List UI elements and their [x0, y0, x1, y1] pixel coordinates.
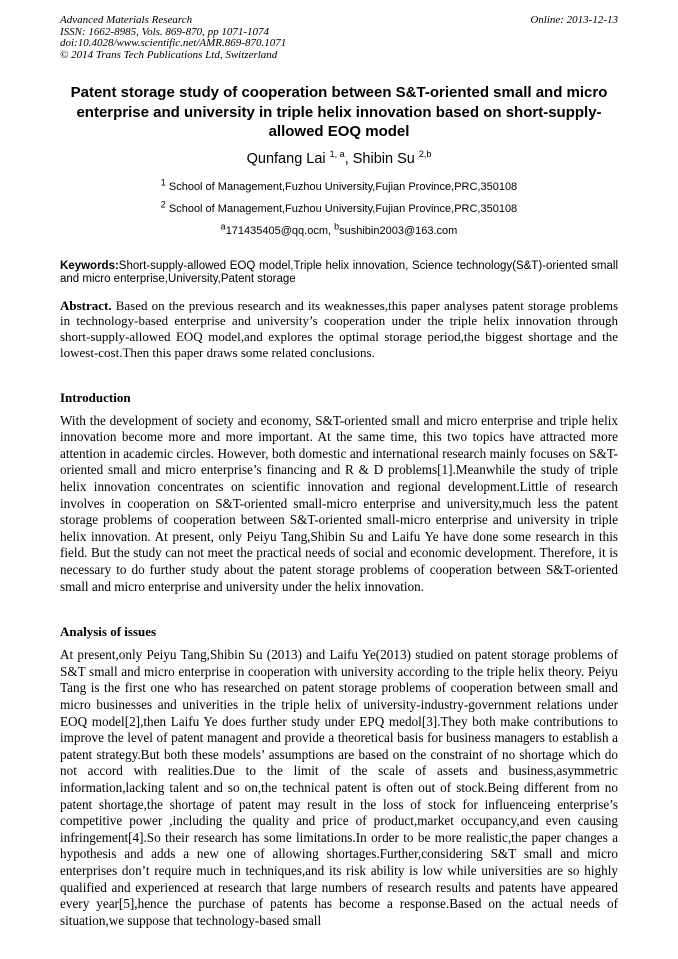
- keywords-paragraph: [60, 260, 618, 287]
- author-2-superscript: 2,b: [418, 148, 432, 159]
- journal-copyright-line: © 2014 Trans Tech Publications Ltd, Switzerland: [60, 48, 278, 61]
- journal-doi-line: doi:10.4028/www.scientific.net/AMR.869-870.1071: [60, 37, 287, 49]
- email-line: [60, 220, 618, 238]
- abstract-paragraph: [60, 298, 618, 361]
- abstract-text: Based on the previous research and its weaknesses,this paper analyses patent storage problems in technology-based enterprise and university’s cooperation under the triple helix innovation through short-supply-allowed EOQ model,and explores the optimal storage period,the biggest shortage and the lowest-cost.Then this paper draws some related conclusions.: [60, 297, 618, 360]
- author-line: [60, 148, 618, 168]
- journal-name: Advanced Materials Research: [60, 14, 193, 26]
- email-1-address: 171435405@qq.ocm,: [225, 224, 335, 237]
- section-heading-analysis-of-issues: Analysis of issues: [60, 624, 157, 640]
- keywords-label: Keywords:: [60, 259, 119, 272]
- section-body-analysis-of-issues: At present,only Peiyu Tang,Shibin Su (2013) and Laifu Ye(2013) studied on patent storage problems of S&T small and micro enterprise in cooperation with university according to the triple helix theory. Peiyu Tang is the first one who has researched on patent storage problems of cooperation between small and micro businesses and univerities in the triple helix of university-industry-government relations under EOQ model[2],then Laifu Ye does further study under EPQ medol[3].They both make contributions to improve the level of patent managent and provide a theoretical basis for business managers to establish a patent strategy.But both these models’ assumptions are based on the constraint of no shortage which do not accord with realities.Due to the limit of the scale of assets and business,asymmetric information,lacking talent and so on,the technical patent is often out of stock.Being different from no patent shortage,the shortage of patent may result in the loss of stock for influenceing enterprise’s competitive power ,including the quality and price of product,market occupancy,and even causing infringement[4].So their research has some limitations.In order to be more realistic,the paper changes a hypothesis and adds a new one of allowing shortages.Further,considering S&T small and micro enterprises don’t require much in techniques,and its risk ability is low while universities are so highly qualified and experienced at research that large numbers of research results and patents have appeared every year[5],hence the purchase of patents has become a response.Based on the actual needs of situation,we suppose that technology-based small: [60, 647, 618, 928]
- email-1-superscript: a: [220, 220, 226, 231]
- section-body-introduction: With the development of society and economy, S&T-oriented small and micro enterprise and triple helix innovation become more and more important. At the same time, this two topics have attracted more attention in academic circles. However, both domestic and international research mainly focuses on S&T-oriented small and micro enterprise’s financing and R & D problems[1].Meanwhile the study of triple helix innovation concentrates on scientific innovation and regional development.Little of research involves in cooperation on S&T-oriented small-micro enterprise and university,much less the patent storage problems of cooperation between S&T-oriented small-micro enterprise and university in triple helix innovation. At present, only Peiyu Tang,Shibin Su and Laifu Ye have done some research in this field. But the study can not meet the practical needs of social and economic development. Therefore, it is necessary to do further study about the patent storage problems of cooperation between S&T-oriented small and micro enterprise and university under the helix innovation.: [60, 412, 618, 594]
- abstract-label: Abstract.: [60, 297, 112, 313]
- journal-issn-line: ISSN: 1662-8985, Vols. 869-870, pp 1071-1074: [60, 25, 269, 38]
- paper-title: Patent storage study of cooperation between S&T-oriented small and micro enterprise and university in triple helix innovation based on short-supply-allowed EOQ model: [70, 84, 608, 140]
- email-2-address: sushibin2003@163.com: [339, 224, 458, 237]
- affiliation-1-text: School of Management,Fuzhou University,Fujian Province,PRC,350108: [165, 180, 518, 193]
- journal-header-left: [60, 15, 286, 61]
- affiliation-1: [60, 176, 618, 194]
- journal-header: [60, 15, 618, 61]
- author-1-superscript: 1, a: [329, 148, 345, 159]
- keywords-text: Short-supply-allowed EOQ model,Triple helix innovation, Science technology(S&T)-oriented small and micro enterprise,University,Patent storage: [60, 259, 618, 285]
- affiliation-2-superscript: 2: [160, 198, 166, 209]
- author-separator: ,: [344, 150, 353, 167]
- author-2-name: Shibin Su: [352, 150, 419, 167]
- online-date: Online: 2013-12-13: [530, 14, 618, 26]
- author-1-name: Qunfang Lai: [246, 150, 330, 167]
- email-2-superscript: b: [334, 220, 340, 231]
- affiliation-2: [60, 198, 618, 216]
- section-heading-introduction: Introduction: [60, 389, 131, 405]
- affiliation-1-superscript: 1: [160, 176, 166, 187]
- affiliation-2-text: School of Management,Fuzhou University,Fujian Province,PRC,350108: [165, 202, 518, 215]
